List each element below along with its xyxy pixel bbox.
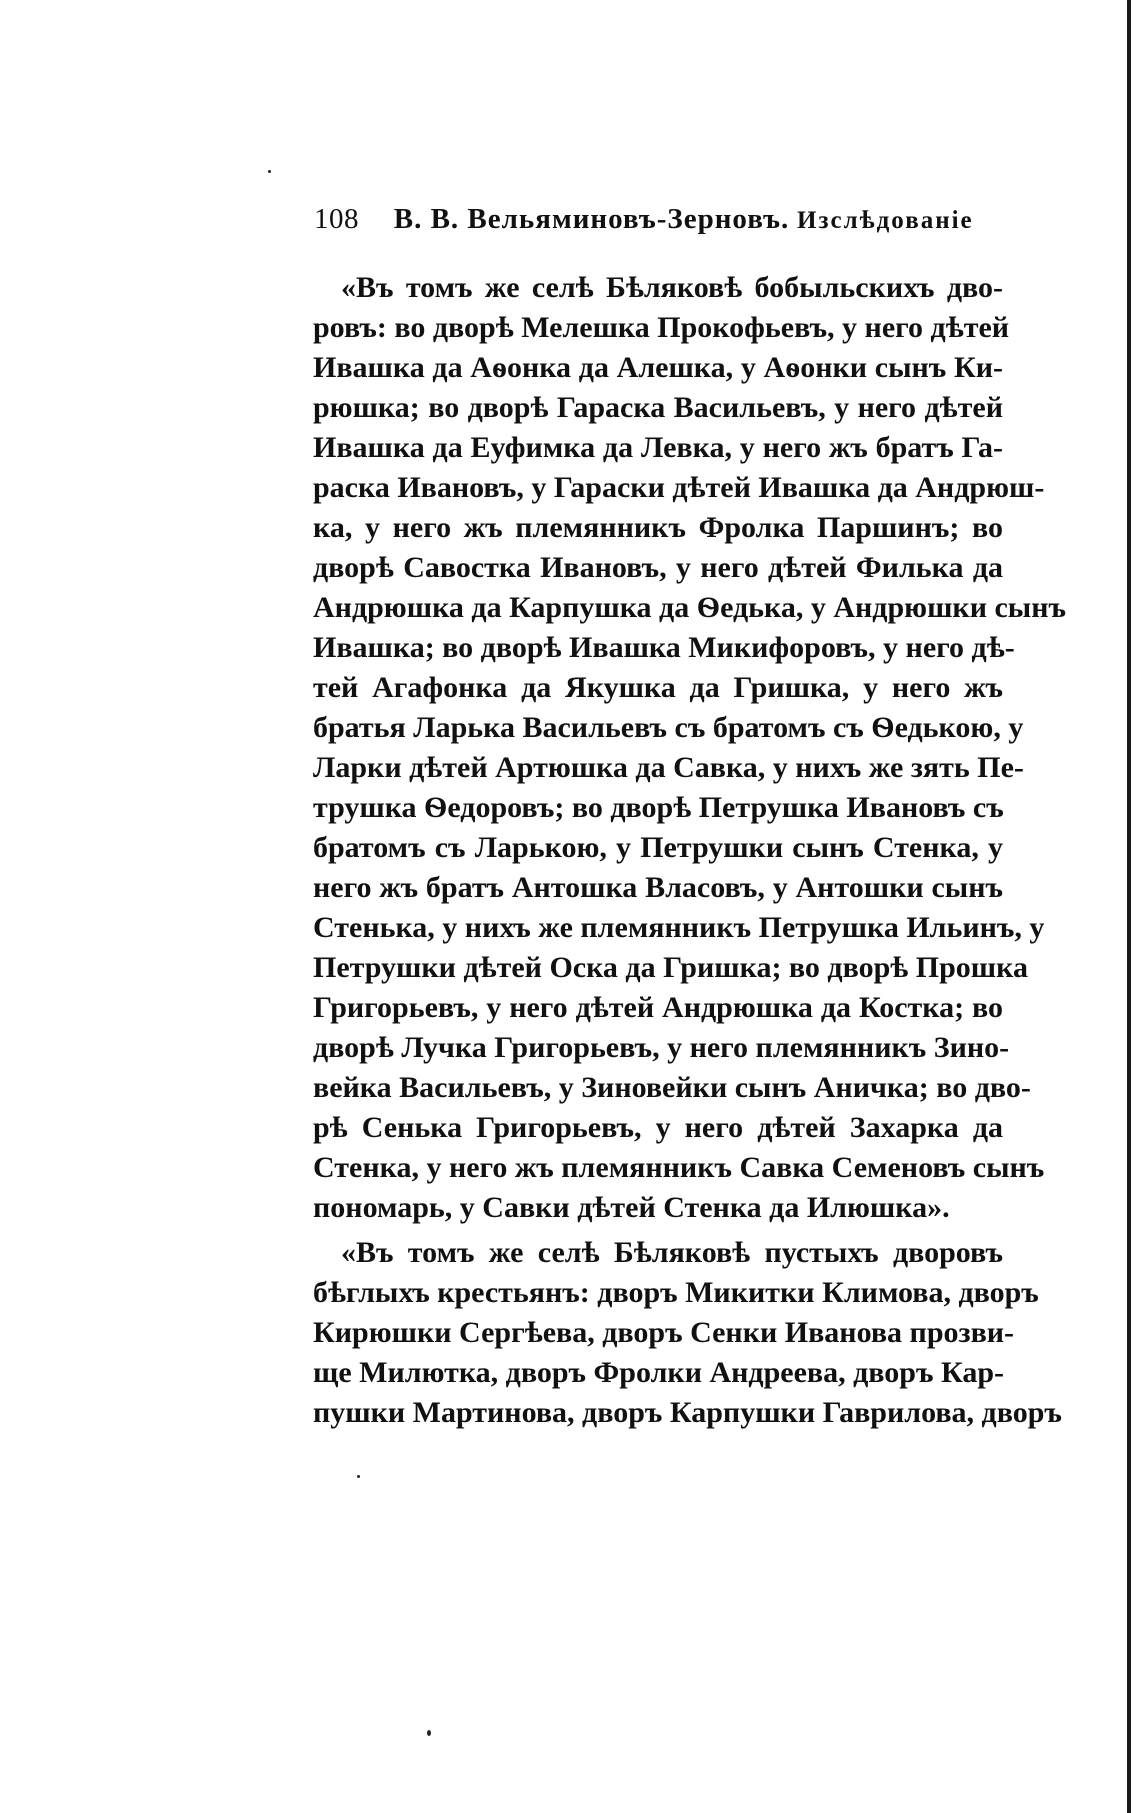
header-author: В. В. Вельяминовъ-Зерновъ. — [393, 203, 790, 235]
text-line: ка, у него жъ племянникъ Фролка Паршинъ; во — [313, 511, 1003, 544]
header-title: Изслѣдованіе — [797, 207, 974, 234]
page-number: 108 — [314, 203, 359, 235]
text-line: пономарь, у Савки дѣтей Стенка да Илюшка». — [313, 1191, 950, 1224]
text-line: Петрушки дѣтей Оска да Гришка; во дворѣ Прошка — [313, 951, 1028, 984]
scan-speck — [268, 170, 271, 173]
text-line: рѣ Сенька Григорьевъ, у него дѣтей Захарка да — [313, 1111, 1003, 1144]
text-line: Ивашка; во дворѣ Ивашка Микифоровъ, у него дѣ- — [313, 631, 1015, 664]
body-text — [313, 268, 1067, 1433]
text-line: Григорьевъ, у него дѣтей Андрюшка да Костка; во — [313, 991, 1003, 1024]
text-line: Ивашка да Аѳонка да Алешка, у Аѳонки сынъ Ки- — [313, 351, 1003, 384]
running-header — [314, 203, 1004, 243]
text-line: «Въ томъ же селѣ Бѣляковѣ пустыхъ дворовъ — [341, 1236, 1003, 1269]
text-line: братья Ларька Васильевъ съ братомъ съ Ѳедькою, у — [313, 711, 1024, 744]
paragraph — [313, 268, 1067, 1228]
text-line: пушки Мартинова, дворъ Карпушки Гаврилова, дворъ — [313, 1396, 1062, 1429]
text-line: Ивашка да Еуфимка да Левка, у него жъ братъ Га- — [313, 431, 1003, 464]
text-line: раска Ивановъ, у Гараски дѣтей Ивашка да Андрюш- — [313, 471, 1045, 504]
text-line: него жъ братъ Антошка Власовъ, у Антошки сынъ — [313, 871, 1003, 904]
text-line: дворѣ Савостка Ивановъ, у него дѣтей Филька да — [313, 551, 1003, 584]
text-line: ще Милютка, дворъ Фролки Андреева, дворъ Кар- — [313, 1356, 1004, 1389]
text-line: дворѣ Лучка Григорьевъ, у него племянникъ Зино- — [313, 1031, 1010, 1064]
text-line: вейка Васильевъ, у Зиновейки сынъ Аничка; во дво- — [313, 1071, 1031, 1104]
text-line: тей Агафонка да Якушка да Гришка, у него жъ — [313, 671, 1003, 704]
scan-speck — [427, 1730, 431, 1736]
page-edge-rule — [1127, 0, 1131, 1813]
text-line: Стенька, у нихъ же племянникъ Петрушка Ильинъ, у — [313, 911, 1045, 944]
text-line: братомъ съ Ларькою, у Петрушки сынъ Стенка, у — [313, 831, 1003, 864]
text-line: Ларки дѣтей Артюшка да Савка, у нихъ же зять Пе- — [313, 751, 1024, 784]
text-line: ровъ: во дворѣ Мелешка Прокофьевъ, у него дѣтей — [313, 311, 1010, 344]
text-line: трушка Ѳедоровъ; во дворѣ Петрушка Ивановъ съ — [313, 791, 1004, 824]
text-line: «Въ томъ же селѣ Бѣляковѣ бобыльскихъ дво- — [341, 271, 1003, 304]
scan-speck — [357, 1475, 360, 1478]
text-line: рюшка; во дворѣ Гараска Васильевъ, у него дѣтей — [313, 391, 1003, 424]
text-line: Андрюшка да Карпушка да Ѳедька, у Андрюшки сынъ — [313, 591, 1067, 624]
text-line: бѣглыхъ крестьянъ: дворъ Микитки Климова, дворъ — [313, 1276, 1039, 1309]
text-line: Кирюшки Сергѣева, дворъ Сенки Иванова прозви- — [313, 1316, 1015, 1349]
text-line: Стенка, у него жъ племянникъ Савка Семеновъ сынъ — [313, 1151, 1045, 1184]
paragraph — [313, 1233, 1062, 1433]
